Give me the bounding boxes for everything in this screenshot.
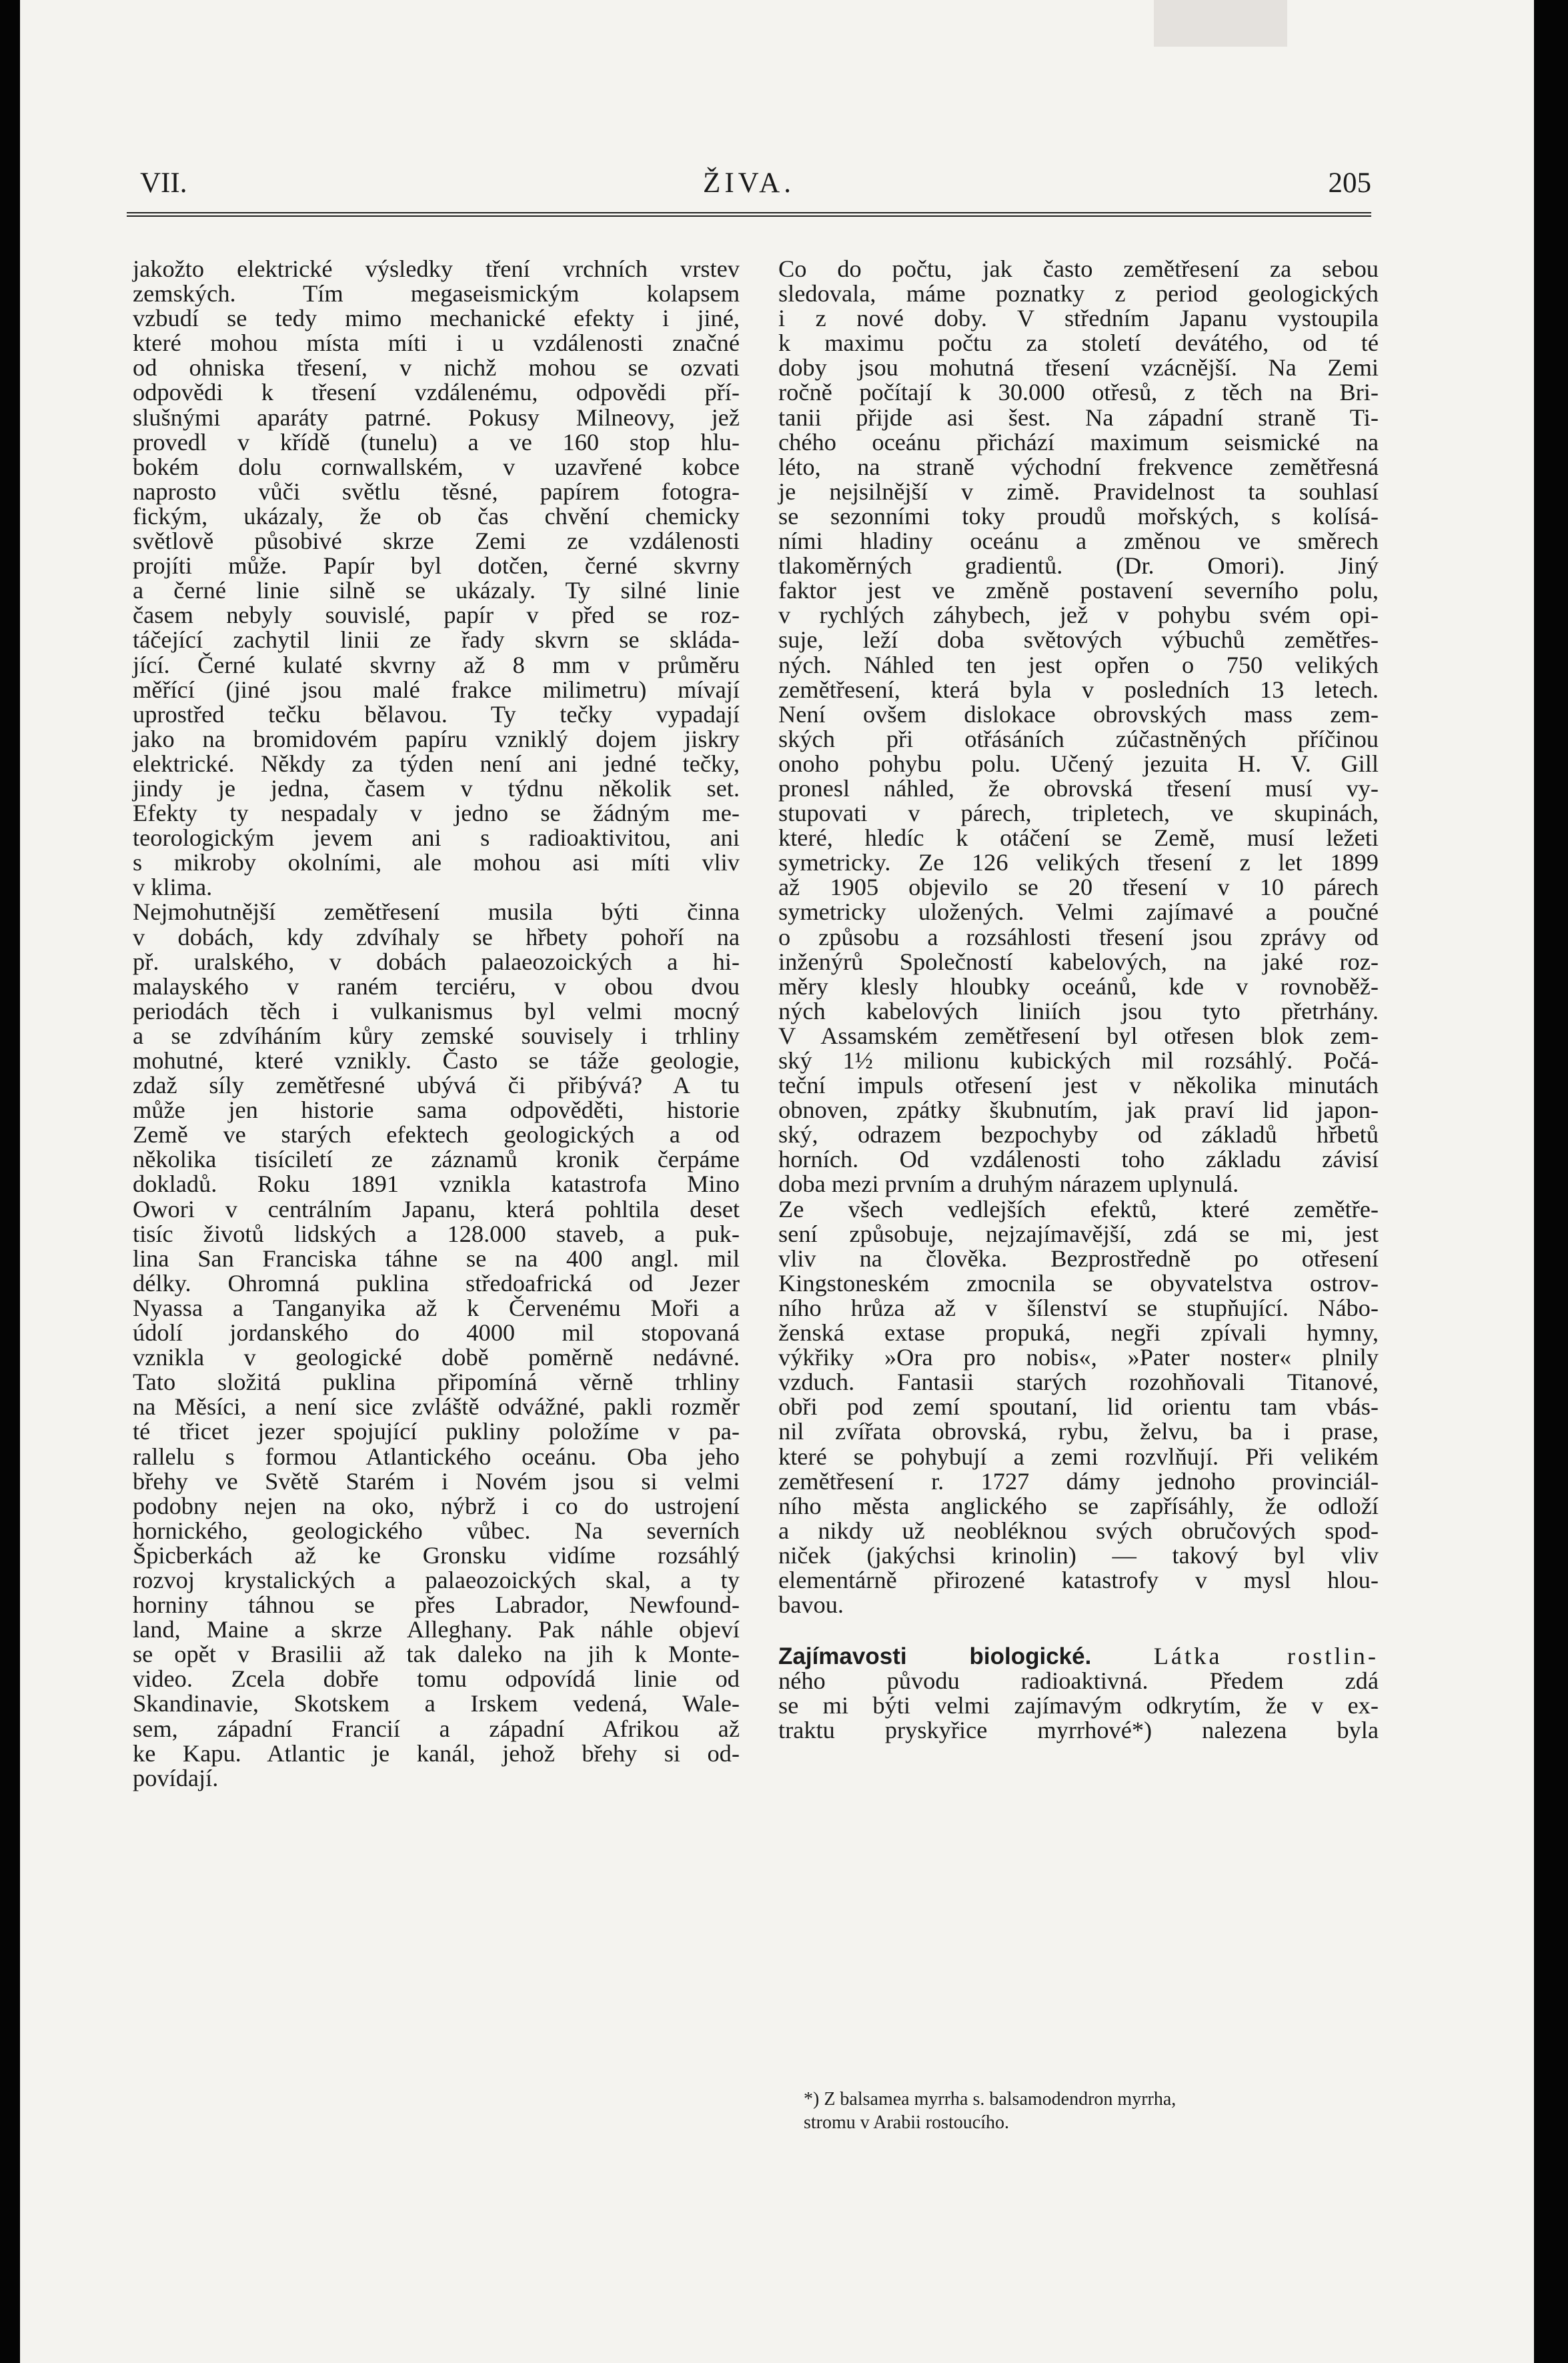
page xyxy=(20,0,1534,2363)
text-line: ských při otřásáních zúčastněných příčinou xyxy=(778,725,1379,752)
text-line: a černé linie silně se ukázaly. Ty silné linie xyxy=(133,577,740,604)
text-line: se mi býti velmi zajímavým odkrytím, že v ex- xyxy=(778,1692,1379,1719)
text-line: je nejsilnější v zimě. Pravidelnost ta souhlasí xyxy=(778,478,1379,505)
text-line: ke Kapu. Atlantic je kanál, jehož břehy si od- xyxy=(133,1739,740,1767)
text-line: doby jsou mohutná třesení vzácnější. Na Zemi xyxy=(778,354,1379,381)
text-line: obři pod zemí spoutaní, lid orientu tam vbás- xyxy=(778,1393,1379,1421)
text-line: horních. Od vzdálenosti toho základu závisí xyxy=(778,1146,1379,1173)
text-line: vzbudí se tedy mimo mechanické efekty i jiné, xyxy=(133,305,740,332)
text-line: táčející zachytil linii ze řady skvrn se skláda- xyxy=(133,626,740,654)
text-line: které, hledíc k otáčení se Země, musí ležeti xyxy=(778,824,1379,852)
section-body xyxy=(778,1669,1379,1743)
running-header xyxy=(127,167,1371,207)
text-line: uprostřed tečku bělavou. Ty tečky vypadají xyxy=(133,700,740,728)
text-line: léto, na straně východní frekvence zemětřesná xyxy=(778,453,1379,480)
text-line: nil zvířata obrovská, rybu, želvu, ba i prase, xyxy=(778,1418,1379,1445)
left-column xyxy=(133,257,740,1791)
text-line: slušnými aparáty patrné. Pokusy Milneovy, jež xyxy=(133,404,740,431)
section-spacer xyxy=(778,1617,1379,1644)
text-line: a nikdy už neobléknou svých obručových spod- xyxy=(778,1517,1379,1544)
text-line: suje, leží doba světových výbuchů zemětřes- xyxy=(778,626,1379,654)
text-line: s mikroby okolními, ale mohou asi míti vliv xyxy=(133,849,740,876)
volume-number: VII. xyxy=(140,167,187,199)
text-line: jakožto elektrické výsledky tření vrchních vrstev xyxy=(133,255,740,282)
text-line: symetricky uložených. Velmi zajímavé a poučné xyxy=(778,898,1379,926)
section-subheading: Látka rostlin- xyxy=(1153,1643,1379,1670)
text-line: Není ovšem dislokace obrovských mass zem- xyxy=(778,700,1379,728)
text-line: k maximu počtu za století devátého, od té xyxy=(778,329,1379,357)
text-line: o způsobu a rozsáhlosti třesení jsou zprávy od xyxy=(778,923,1379,950)
text-line: naprosto vůči světlu těsné, papírem fotogra- xyxy=(133,478,740,505)
text-line: od ohniska třesení, v nichž mohou se ozvati xyxy=(133,354,740,381)
text-line: sledovala, máme poznatky z period geologických xyxy=(778,280,1379,307)
text-line: ního města anglického se zapřísáhly, že odloží xyxy=(778,1492,1379,1519)
right-column-body xyxy=(778,257,1379,1617)
text-line: může jen historie sama odpověděti, historie xyxy=(133,1096,740,1124)
text-line: zemětřesení r. 1727 dámy jednoho provinciál- xyxy=(778,1467,1379,1495)
text-line: vznikla v geologické době poměrně nedávné. xyxy=(133,1344,740,1371)
text-line: Ze všech vedlejších efektů, které zemětře- xyxy=(778,1195,1379,1223)
text-line: periodách těch i vulkanismus byl velmi mocný xyxy=(133,997,740,1024)
text-line: Tato složitá puklina připomíná věrně trhliny xyxy=(133,1369,740,1396)
text-line: V Assamském zemětřesení byl otřesen blok zem- xyxy=(778,1022,1379,1049)
footnote-line: stromu v Arabii rostoucího. xyxy=(804,2112,1009,2133)
text-line: jako na bromidovém papíru vzniklý dojem jiskry xyxy=(133,725,740,752)
footnote-line: *) Z balsamea myrrha s. balsamodendron myrrha, xyxy=(804,2089,1177,2110)
text-line: lina San Franciska táhne se na 400 angl. mil xyxy=(133,1245,740,1272)
text-line: ský, odrazem bezpochyby od základů hřbetů xyxy=(778,1121,1379,1148)
text-line: břehy ve Světě Starém i Novém jsou si velmi xyxy=(133,1467,740,1495)
text-line: se opět v Brasilii až tak daleko na jih k Monte- xyxy=(133,1641,740,1668)
text-line: ními hladiny oceánu a změnou ve směrech xyxy=(778,528,1379,555)
text-line: pronesl náhled, že obrovská třesení musí vy- xyxy=(778,774,1379,802)
text-line: sem, západní Francií a západní Afrikou až xyxy=(133,1715,740,1742)
text-line: mohutné, které vznikly. Často se táže geologie, xyxy=(133,1047,740,1074)
text-line: inženýrů Společností kabelových, na jaké roz- xyxy=(778,948,1379,975)
text-line: měřící (jiné jsou malé frakce milimetru) mívají xyxy=(133,676,740,703)
text-line: tanii přijde asi šest. Na západní straně Ti- xyxy=(778,404,1379,431)
text-line: v rychlých záhybech, jež v pohybu svém opi- xyxy=(778,602,1379,629)
text-line: podobny nejen na oko, nýbrž i co do ustrojení xyxy=(133,1492,740,1519)
section-heading: Zajímavosti biologické. xyxy=(778,1643,1092,1670)
text-line: které se pohybují a zemi rozvlňují. Při velikém xyxy=(778,1443,1379,1470)
text-line: které mohou místa míti i u vzdálenosti značné xyxy=(133,329,740,357)
text-line: dokladů. Roku 1891 vznikla katastrofa Mino xyxy=(133,1170,740,1198)
text-line: Země ve starých efektech geologických a od xyxy=(133,1121,740,1148)
text-line: jící. Černé kulaté skvrny až 8 mm v průměru xyxy=(133,651,740,678)
text-line: údolí jordanského do 4000 mil stopovaná xyxy=(133,1319,740,1347)
text-line: elementárně přirozené katastrofy v mysl hlou- xyxy=(778,1566,1379,1593)
text-line: malayského v raném terciéru, v obou dvou xyxy=(133,972,740,1000)
text-line: Owori v centrálním Japanu, která pohltila deset xyxy=(133,1195,740,1223)
text-line: video. Zcela dobře tomu odpovídá linie od xyxy=(133,1665,740,1693)
text-line: tisíc životů lidských a 128.000 staveb, a puk- xyxy=(133,1220,740,1247)
text-line: se sezonními toky proudů mořských, s kolísá- xyxy=(778,502,1379,530)
text-line: niček (jakýchsi krinolin) — takový byl vliv xyxy=(778,1541,1379,1569)
text-line: zdaž síly zemětřesné ubývá či přibývá? A tu xyxy=(133,1072,740,1099)
text-line: elektrické. Někdy za týden není ani jedné tečky, xyxy=(133,750,740,777)
text-line: teorologickým jevem ani s radioaktivitou, ani xyxy=(133,824,740,852)
text-line: rallelu s formou Atlantického oceánu. Oba jeho xyxy=(133,1443,740,1470)
text-line: bavou. xyxy=(778,1591,844,1619)
text-line: ných. Náhled ten jest opřen o 750 velikých xyxy=(778,651,1379,678)
text-line: vzduch. Fantasii starých rozohňovali Titanové, xyxy=(778,1369,1379,1396)
text-line: několika tisíciletí ze záznamů kronik čerpáme xyxy=(133,1146,740,1173)
text-line: ního hrůza až v šílenství se stupňující. Nábo- xyxy=(778,1294,1379,1321)
text-line: Nejmohutnější zemětřesení musila býti činna xyxy=(133,898,740,926)
text-line: provedl v křídě (tunelu) a ve 160 stop hlu- xyxy=(133,428,740,456)
text-line: zemětřesení, která byla v posledních 13 letech. xyxy=(778,676,1379,703)
text-line: horniny táhnou se přes Labrador, Newfound- xyxy=(133,1591,740,1619)
text-line: výkřiky »Ora pro nobis«, »Pater noster« plnily xyxy=(778,1344,1379,1371)
text-line: Co do počtu, jak často zemětřesení za sebou xyxy=(778,255,1379,282)
text-line: rozvoj krystalických a palaeozoických skal, a ty xyxy=(133,1566,740,1593)
text-line: Skandinavie, Skotskem a Irskem vedená, Wale- xyxy=(133,1690,740,1717)
text-line: té třicet jezer spojující pukliny položíme v pa- xyxy=(133,1418,740,1445)
text-line: délky. Ohromná puklina středoafrická od Jezer xyxy=(133,1269,740,1297)
text-line: světlově působivé skrze Zemi ze vzdálenosti xyxy=(133,528,740,555)
footnote xyxy=(804,2088,1377,2134)
text-line: doba mezi prvním a druhým nárazem uplynulá. xyxy=(778,1170,1239,1198)
text-line: chého oceánu přichází maximum seismické na xyxy=(778,428,1379,456)
text-line: povídají. xyxy=(133,1764,219,1791)
text-line: fickým, ukázaly, že ob čas chvění chemicky xyxy=(133,502,740,530)
text-line: v dobách, kdy zdvíhaly se hřbety pohoří na xyxy=(133,923,740,950)
text-line: faktor jest ve změně postavení severního polu, xyxy=(778,577,1379,604)
journal-title: ŽIVA. xyxy=(703,167,795,199)
text-line: ného původu radioaktivná. Předem zdá xyxy=(778,1667,1379,1695)
page-number: 205 xyxy=(1328,167,1371,199)
text-line: symetricky. Ze 126 velikých třesení z let 1899 xyxy=(778,849,1379,876)
text-line: traktu pryskyřice myrrhové*) nalezena byla xyxy=(778,1717,1379,1744)
section-heading-line xyxy=(778,1644,1379,1669)
text-line: Efekty ty nespadaly v jedno se žádným me- xyxy=(133,800,740,827)
text-line: teční impuls otřesení jest v několika minutách xyxy=(778,1072,1379,1099)
text-line: tlakoměrných gradientů. (Dr. Omori). Jiný xyxy=(778,552,1379,580)
text-line: v klima. xyxy=(133,874,213,901)
text-line: ženská extase propuká, negři zpívali hymny, xyxy=(778,1319,1379,1347)
text-line: jindy je jedna, časem v týdnu několik set. xyxy=(133,774,740,802)
text-line: Kingstoneském zmocnila se obyvatelstva ostrov- xyxy=(778,1269,1379,1297)
text-line: časem nebyly souvislé, papír v před se roz- xyxy=(133,602,740,629)
text-line: a se zdvíháním kůry zemské souvisely i trhliny xyxy=(133,1022,740,1049)
text-line: zemských. Tím megaseismickým kolapsem xyxy=(133,280,740,307)
text-line: hornického, geologického vůbec. Na severních xyxy=(133,1517,740,1544)
text-line: ných kabelových liniích jsou tyto přetrhány. xyxy=(778,997,1379,1024)
text-line: ročně počítají k 30.000 otřesů, z těch na Bri- xyxy=(778,379,1379,406)
text-line: až 1905 objevilo se 20 třesení v 10 párech xyxy=(778,874,1379,901)
text-line: vliv na člověka. Bezprostředně po otřesení xyxy=(778,1245,1379,1272)
text-line: př. uralského, v dobách palaeozoických a hi- xyxy=(133,948,740,975)
scan-artifact xyxy=(1154,0,1287,47)
text-line: Špicberkách až ke Gronsku vidíme rozsáhlý xyxy=(133,1541,740,1569)
text-line: ský 1½ milionu kubických mil rozsáhlý. Počá- xyxy=(778,1047,1379,1074)
text-line: sení způsobuje, nejzajímavější, zdá se mi, jest xyxy=(778,1220,1379,1247)
right-column xyxy=(778,257,1379,1743)
header-rule xyxy=(127,212,1371,217)
text-line: Nyassa a Tanganyika až k Červenému Moři a xyxy=(133,1294,740,1321)
text-line: projíti může. Papír byl dotčen, černé skvrny xyxy=(133,552,740,580)
text-line: měry klesly hloubky oceánů, kde v rovnoběž- xyxy=(778,972,1379,1000)
text-line: land, Maine a skrze Alleghany. Pak náhle objeví xyxy=(133,1616,740,1643)
text-line: odpovědi k třesení vzdálenému, odpovědi pří- xyxy=(133,379,740,406)
text-line: stupovati v párech, tripletech, ve skupinách, xyxy=(778,800,1379,827)
text-line: onoho pohybu polu. Učený jezuita H. V. Gill xyxy=(778,750,1379,777)
text-line: na Měsíci, a není sice zvláště odvážné, pakli rozměr xyxy=(133,1393,740,1421)
text-line: obnoven, zpátky škubnutím, jak praví lid japon- xyxy=(778,1096,1379,1124)
text-line: i z nové doby. V středním Japanu vystoupila xyxy=(778,305,1379,332)
text-line: bokém dolu cornwallském, v uzavřené kobce xyxy=(133,453,740,480)
